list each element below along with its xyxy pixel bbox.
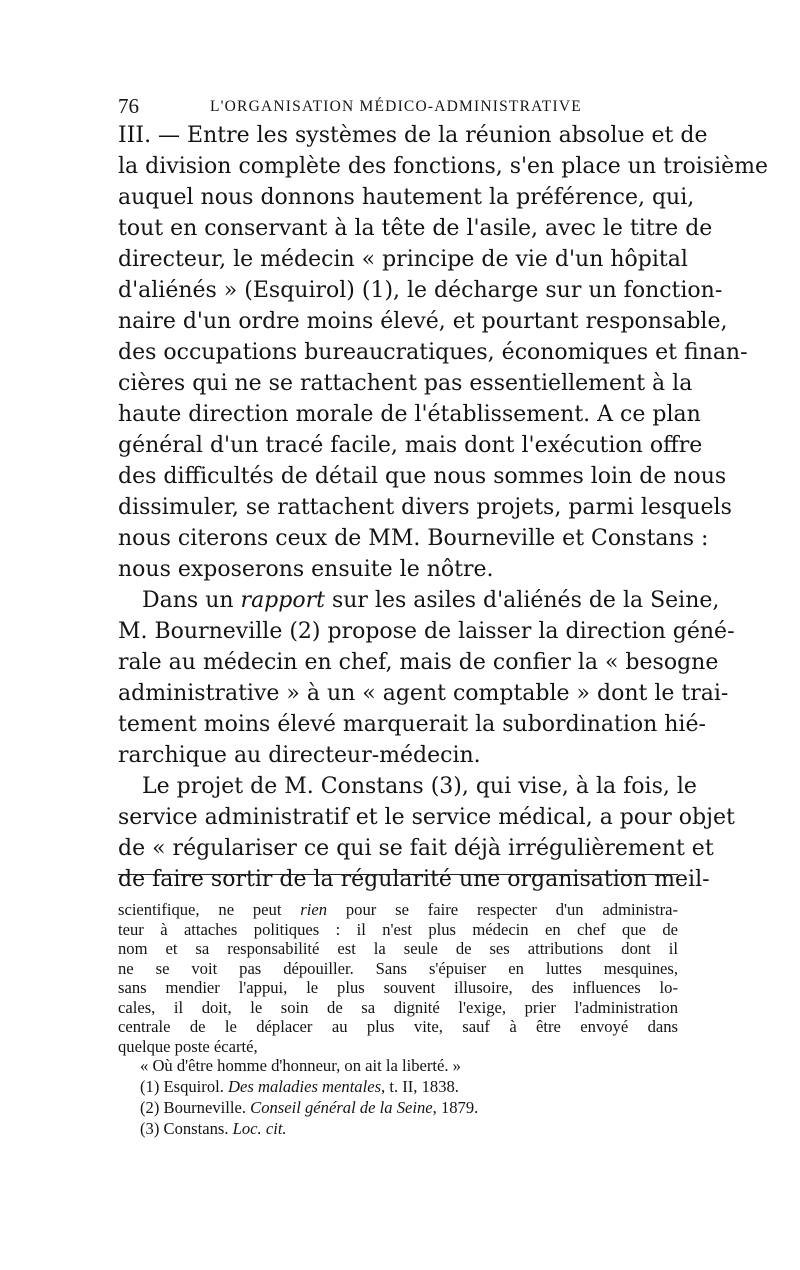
text-line: tement moins élevé marquerait la subordination hié-	[118, 712, 706, 737]
reference-label: (2) Bourneville.	[140, 1097, 251, 1117]
text-line: la division complète des fonctions, s'en place un troisième	[118, 154, 768, 179]
text-line: des occupations bureaucratiques, économiques et finan-	[118, 340, 748, 365]
footnote-reference	[118, 1097, 678, 1118]
footnote-quote: « Où d'être homme d'honneur, on ait la liberté. »	[140, 1056, 461, 1075]
footnote-line: nom et sa responsabilité est la seule de ses attributions dont il	[118, 939, 678, 958]
reference-label: (3) Constans.	[140, 1118, 233, 1138]
text-line: III. — Entre les systèmes de la réunion absolue et de	[118, 123, 708, 148]
footnote-line: teur à attaches politiques : il n'est plus médecin en chef que de	[118, 919, 678, 939]
text-line: service administratif et le service médical, a pour objet	[118, 805, 735, 830]
running-head	[118, 94, 678, 120]
reference-title: Loc. cit.	[232, 1118, 287, 1138]
text-line: dissimuler, se rattachent divers projets, parmi lesquels	[118, 495, 732, 520]
text-line: Le projet de M. Constans (3), qui vise, à la fois, le	[142, 774, 697, 799]
text-line: nous exposerons ensuite le nôtre.	[118, 557, 494, 582]
main-text	[118, 120, 768, 895]
italic-word: rien	[300, 900, 328, 919]
running-title: L'ORGANISATION MÉDICO-ADMINISTRATIVE	[210, 98, 582, 115]
text-line: naire d'un ordre moins élevé, et pourtant responsable,	[118, 309, 728, 334]
footnote-line: sans mendier l'appui, le plus souvent illusoire, des influences lo-	[118, 978, 678, 997]
footnote-line: quelque poste écarté,	[118, 1036, 258, 1056]
text-line: nous citerons ceux de MM. Bourneville et Constans :	[118, 526, 709, 551]
text-line: rarchique au directeur-médecin.	[118, 743, 481, 768]
text-line: cières qui ne se rattachent pas essentiellement à la	[118, 371, 693, 396]
text-line: général d'un tracé facile, mais dont l'exécution offre	[118, 433, 703, 458]
text-fragment: scientifique, ne peut	[118, 900, 301, 919]
text-line: rale au médecin en chef, mais de confier la « besogne	[118, 650, 719, 675]
footnote-line: centrale de le déplacer au plus vite, sauf à être envoyé dans	[118, 1017, 678, 1036]
footnote-reference	[118, 1118, 678, 1139]
reference-title: Conseil général de la Seine	[250, 1097, 433, 1117]
text-line: haute direction morale de l'établissement. A ce plan	[118, 402, 701, 427]
text-line: tout en conservant à la tête de l'asile, avec le titre de	[118, 216, 713, 241]
footnote-reference	[118, 1076, 678, 1097]
footnote-divider	[118, 874, 678, 875]
footnote-line: cales, il doit, le soin de sa dignité l'exige, prier l'administration	[118, 997, 678, 1017]
reference-label: (1) Esquirol.	[140, 1076, 229, 1096]
footnote-line	[118, 900, 678, 920]
footnote-line: ne se voit pas dépouiller. Sans s'épuiser en luttes mesquines,	[118, 958, 678, 978]
text-line: auquel nous donnons hautement la préférence, qui,	[118, 185, 695, 210]
footnotes	[118, 900, 678, 1139]
text-line	[118, 585, 720, 616]
text-line: administrative » à un « agent comptable » dont le trai-	[118, 681, 729, 706]
text-fragment: sur les asiles d'aliénés de la Seine,	[324, 588, 720, 613]
text-line: M. Bourneville (2) propose de laisser la direction géné-	[118, 619, 735, 644]
reference-title: Des maladies mentales	[228, 1076, 382, 1096]
text-line: des difficultés de détail que nous sommes loin de nous	[118, 464, 727, 489]
page-number: 76	[118, 94, 139, 118]
text-line: de faire sortir de la régularité une organisation meil-	[118, 867, 710, 892]
text-fragment: pour se faire respecter d'un administra-	[327, 900, 678, 919]
reference-rest: , t. II, 1838.	[381, 1076, 459, 1096]
italic-word: rapport	[240, 588, 325, 613]
text-line: directeur, le médecin « principe de vie d'un hôpital	[118, 247, 688, 272]
text-fragment: Dans un	[142, 588, 241, 613]
text-line: d'aliénés » (Esquirol) (1), le décharge sur un fonction-	[118, 278, 723, 303]
text-line: de « régulariser ce qui se fait déjà irrégulièrement et	[118, 836, 714, 861]
reference-rest: , 1879.	[432, 1097, 479, 1117]
